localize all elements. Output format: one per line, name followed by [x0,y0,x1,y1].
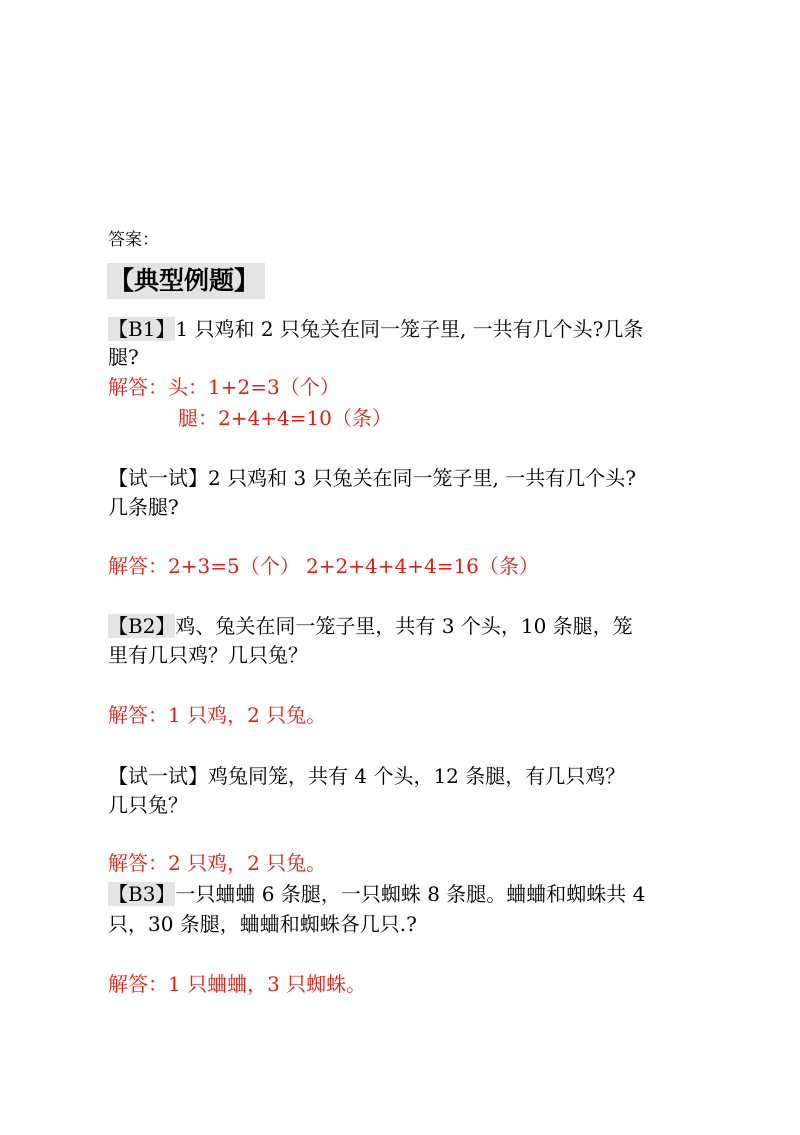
problem-b3-line2: 只，30 条腿，蛐蛐和蜘蛛各几只.? [108,912,417,936]
answer-label: 答案： [108,230,159,250]
answer-b3: 解答：1 只蛐蛐，3 只蜘蛛。 [108,972,367,996]
section-heading: 【典型例题】 [107,263,265,299]
problem-b3-line1 [108,880,645,908]
try2-line1: 【试一试】鸡兔同笼，共有 4 个头，12 条腿，有几只鸡？ [108,764,626,788]
problem-b1-line1 [108,315,643,343]
try1-line2: 几条腿? [108,495,179,519]
answer-b2: 解答：1 只鸡，2 只兔。 [108,703,327,727]
try2-line2: 几只兔？ [108,793,188,817]
answer-b1-line1: 解答：头：1+2=3（个） [108,375,340,399]
problem-b3-text: 一只蛐蛐 6 条腿，一只蜘蛛 8 条腿。蛐蛐和蜘蛛共 4 [175,882,646,906]
problem-b2-text: 鸡、兔关在同一笼子里，共有 3 个头，10 条腿，笼 [175,614,633,638]
problem-b1-line2: 腿? [108,345,139,369]
problem-b2-line2: 里有几只鸡？几只兔？ [108,643,308,667]
problem-b1-tag: 【B1】 [108,317,176,341]
answer-b1-line2: 腿：2+4+4=10（条） [178,406,392,430]
problem-b2-tag: 【B2】 [108,614,176,638]
answer-try1: 解答：2+3=5（个） 2+2+4+4+4=16（条） [108,554,539,578]
answer-try2: 解答：2 只鸡，2 只兔。 [108,851,327,875]
problem-b3-tag: 【B3】 [108,882,176,906]
problem-b2-line1 [108,612,633,640]
problem-b1-text: 1 只鸡和 2 只兔关在同一笼子里, 一共有几个头?几条 [175,317,644,341]
try1-line1: 【试一试】2 只鸡和 3 只兔关在同一笼子里, 一共有几个头? [108,466,636,490]
